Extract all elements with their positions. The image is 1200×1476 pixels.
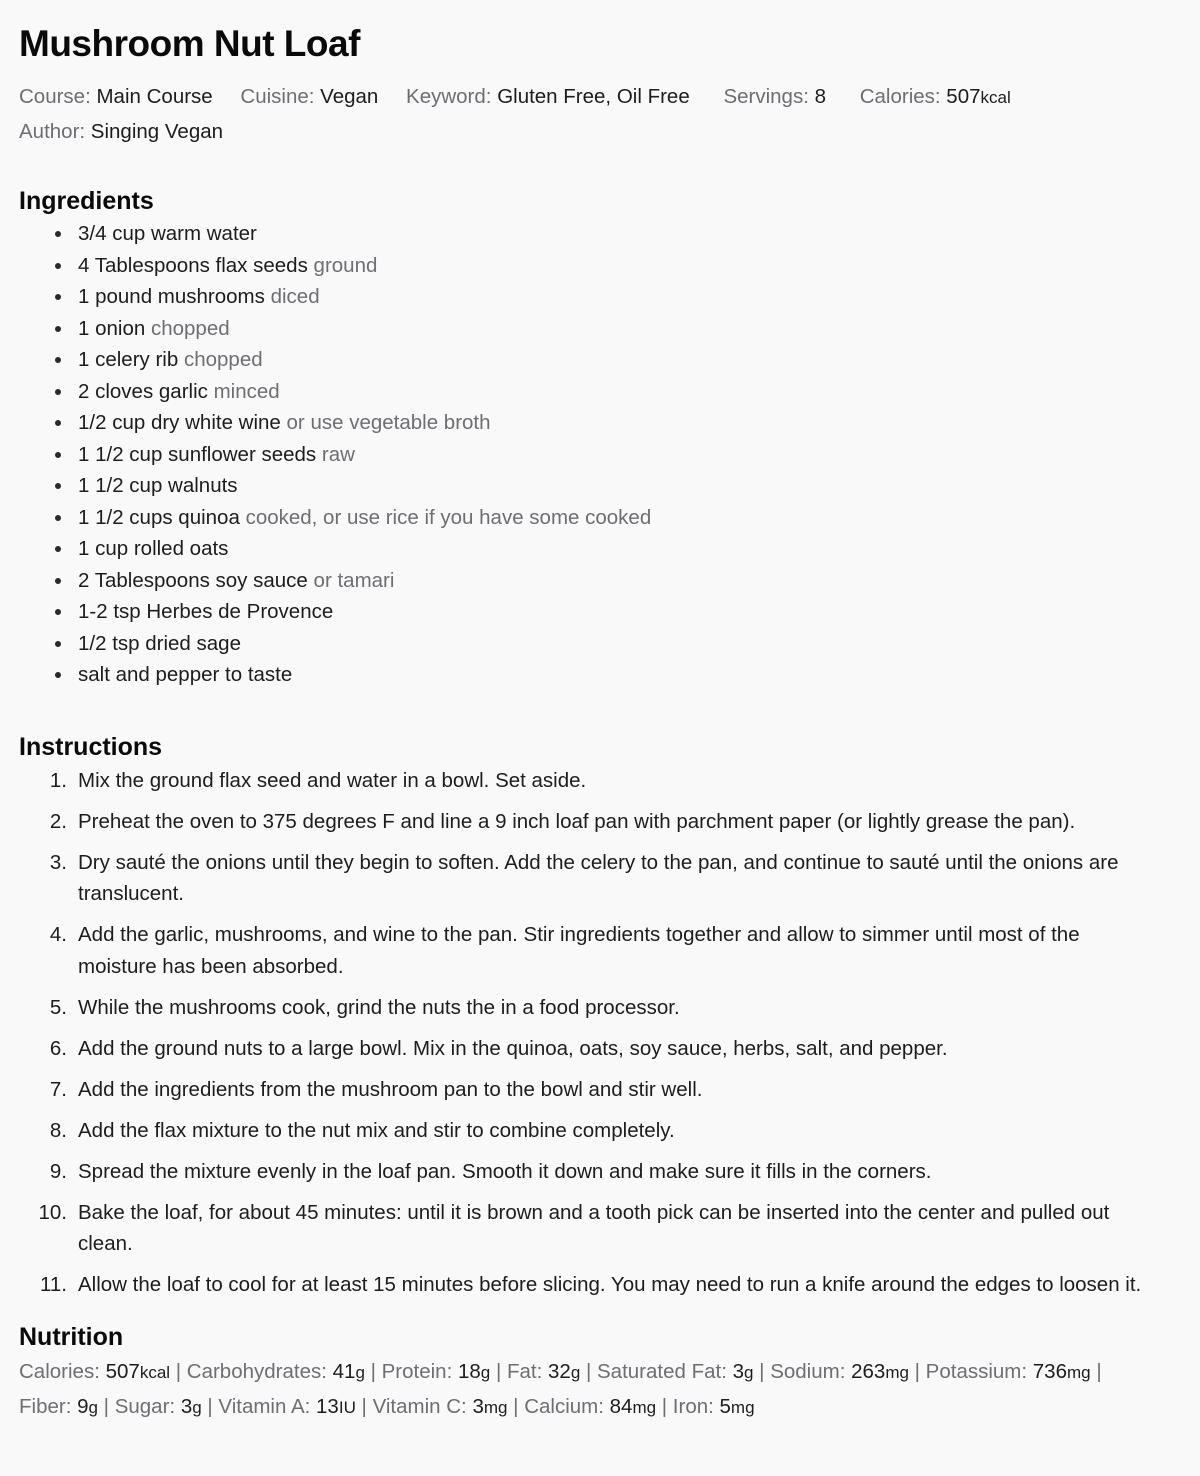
- meta-course: [19, 80, 213, 114]
- meta-cuisine-label: Cuisine:: [240, 85, 321, 108]
- bullet-icon: [55, 231, 61, 237]
- instruction-step: [19, 1156, 1181, 1188]
- step-text: Mix the ground flax seed and water in a bowl. Set aside.: [78, 768, 587, 792]
- meta-course-value: Main Course: [96, 85, 213, 108]
- bullet-icon: [55, 546, 61, 552]
- bullet-icon: [55, 672, 61, 678]
- nutrition-item: [115, 1395, 202, 1418]
- instructions-heading: Instructions: [19, 732, 163, 761]
- step-number: 2.: [49, 809, 67, 833]
- nutrition-unit: mg: [483, 1397, 508, 1417]
- meta-servings-value[interactable]: 8: [814, 85, 826, 108]
- ingredient-main: 1 pound mushrooms: [78, 285, 265, 308]
- nutrition-value: 32: [548, 1359, 571, 1383]
- step-number: 9.: [49, 1159, 67, 1183]
- nutrition-item: [507, 1360, 580, 1383]
- ingredient-main: 1 onion: [78, 316, 146, 340]
- meta-calories-unit: kcal: [980, 88, 1011, 107]
- nutrition-value: 263: [851, 1359, 886, 1383]
- ingredient-item: [55, 470, 1181, 502]
- instruction-step: [19, 919, 1181, 982]
- meta-calories: [860, 80, 1011, 115]
- nutrition-value: 13: [316, 1394, 339, 1418]
- bullet-icon: [55, 357, 61, 363]
- nutrition-value: 736: [1032, 1359, 1067, 1383]
- nutrition-separator: |: [97, 1394, 115, 1418]
- nutrition-unit: g: [355, 1362, 365, 1382]
- recipe-meta: [19, 80, 1181, 149]
- nutrition-value: 9: [77, 1394, 89, 1418]
- nutrition-label: Sodium:: [770, 1359, 852, 1383]
- nutrition-separator: |: [355, 1394, 373, 1418]
- recipe-title: Mushroom Nut Loaf: [19, 23, 360, 64]
- nutrition-section: [19, 1321, 1181, 1425]
- nutrition-unit: g: [192, 1397, 202, 1417]
- ingredient-item: [55, 439, 1181, 471]
- nutrition-item: [382, 1360, 491, 1383]
- nutrition-separator: |: [656, 1394, 673, 1418]
- nutrition-unit: mg: [632, 1397, 657, 1417]
- nutrition-separator: |: [1090, 1359, 1102, 1383]
- nutrition-value: 5: [719, 1394, 731, 1418]
- step-text: Dry sauté the onions until they begin to soften. Add the celery to the pan, and continue to sauté until the onions are translucent.: [78, 850, 1119, 905]
- ingredient-main: 1-2 tsp Herbes de Provence: [78, 600, 334, 623]
- nutrition-separator: |: [364, 1359, 382, 1383]
- step-text: Add the ingredients from the mushroom pan to the bowl and stir well.: [78, 1077, 703, 1101]
- step-number: 3.: [49, 850, 67, 874]
- instruction-step: [19, 847, 1181, 910]
- meta-keyword: [406, 80, 690, 114]
- step-text: Bake the loaf, for about 45 minutes: until it is brown and a tooth pick can be inserted into the center and pulled out clean.: [78, 1200, 1110, 1255]
- nutrition-label: Calories:: [19, 1359, 106, 1383]
- ingredient-item: [55, 344, 1181, 376]
- ingredient-item: [55, 313, 1181, 345]
- nutrition-separator: |: [201, 1394, 219, 1418]
- meta-keyword-value: Gluten Free, Oil Free: [497, 85, 690, 108]
- nutrition-label: Fiber:: [19, 1394, 78, 1418]
- ingredient-item: [55, 407, 1181, 439]
- nutrition-item: [770, 1360, 909, 1383]
- instruction-step: [19, 765, 1181, 797]
- bullet-icon: [55, 515, 61, 521]
- nutrition-value: 3: [180, 1394, 193, 1418]
- step-number: 5.: [49, 995, 67, 1019]
- step-number: 10.: [38, 1200, 67, 1224]
- step-text: Add the ground nuts to a large bowl. Mix in the quinoa, oats, soy sauce, herbs, salt, and pepper.: [78, 1036, 948, 1060]
- nutrition-unit: kcal: [139, 1362, 171, 1382]
- ingredient-note: or tamari: [313, 568, 395, 592]
- step-number: 6.: [49, 1036, 67, 1060]
- nutrition-unit: IU: [338, 1397, 356, 1417]
- ingredient-item: [55, 218, 1181, 250]
- step-text: Preheat the oven to 375 degrees F and line a 9 inch loaf pan with parchment paper (or lightly grease the pan).: [78, 809, 1076, 833]
- meta-servings-label: Servings:: [723, 85, 815, 108]
- nutrition-heading: Nutrition: [19, 1322, 124, 1351]
- nutrition-value: 84: [609, 1394, 633, 1418]
- bullet-icon: [55, 294, 61, 300]
- nutrition-label: Calcium:: [524, 1394, 610, 1418]
- ingredient-main: 3/4 cup warm water: [78, 222, 257, 245]
- instruction-step: [19, 992, 1181, 1024]
- step-text: Add the flax mixture to the nut mix and stir to combine completely.: [78, 1118, 675, 1142]
- nutrition-separator: |: [908, 1359, 926, 1383]
- ingredient-item: [55, 250, 1181, 282]
- ingredient-item: [55, 533, 1181, 565]
- ingredients-list: [19, 218, 1181, 691]
- meta-cuisine-value: Vegan: [320, 85, 379, 108]
- nutrition-unit: mg: [730, 1397, 755, 1417]
- nutrition-item: [187, 1360, 365, 1383]
- nutrition-item: [19, 1395, 98, 1418]
- ingredient-note: minced: [213, 379, 280, 403]
- nutrition-unit: g: [88, 1397, 98, 1417]
- nutrition-label: Saturated Fat:: [597, 1359, 733, 1383]
- nutrition-label: Carbohydrates:: [186, 1359, 333, 1383]
- nutrition-separator: |: [490, 1359, 507, 1383]
- instruction-step: [19, 1115, 1181, 1147]
- meta-keyword-label: Keyword:: [406, 85, 498, 108]
- nutrition-item: [524, 1395, 656, 1418]
- meta-cuisine: [240, 80, 378, 114]
- ingredient-note: chopped: [150, 316, 230, 340]
- ingredient-main: 1 1/2 cup sunflower seeds: [78, 442, 317, 466]
- meta-calories-value: 507: [946, 85, 981, 108]
- step-text: Allow the loaf to cool for at least 15 minutes before slicing. You may need to run a knife around the edges to loosen it.: [78, 1273, 1142, 1296]
- ingredient-main: 1 celery rib: [78, 348, 179, 371]
- instruction-step: [19, 1197, 1181, 1260]
- instruction-step: [19, 1269, 1181, 1301]
- bullet-icon: [55, 641, 61, 647]
- ingredient-item: [55, 281, 1181, 313]
- ingredient-main: 1 cup rolled oats: [78, 537, 229, 560]
- ingredient-main: 1/2 cup dry white wine: [78, 411, 281, 434]
- step-number: 11.: [40, 1273, 67, 1296]
- instruction-step: [19, 1033, 1181, 1065]
- step-number: 7.: [49, 1077, 67, 1101]
- step-number: 8.: [49, 1118, 67, 1142]
- ingredient-main: 2 Tablespoons soy sauce: [78, 568, 308, 592]
- nutrition-separator: |: [580, 1359, 597, 1383]
- step-number: 1.: [49, 768, 67, 792]
- bullet-icon: [55, 420, 61, 426]
- ingredient-note: raw: [321, 442, 355, 466]
- meta-author-label: Author:: [19, 120, 91, 143]
- nutrition-label: Protein:: [381, 1359, 458, 1383]
- nutrition-item: [373, 1395, 508, 1418]
- step-text: Add the garlic, mushrooms, and wine to the pan. Stir ingredients together and allow to simmer until most of the moisture has been absorbed.: [78, 923, 1080, 978]
- ingredient-note: chopped: [183, 348, 263, 371]
- ingredient-note: ground: [313, 253, 378, 277]
- bullet-icon: [55, 609, 61, 615]
- ingredient-main: salt and pepper to taste: [78, 663, 293, 686]
- nutrition-value: 18: [457, 1359, 481, 1383]
- ingredient-item: [55, 502, 1181, 534]
- bullet-icon: [55, 263, 61, 269]
- ingredient-item: [55, 659, 1181, 691]
- nutrition-label: Vitamin A:: [218, 1394, 317, 1418]
- nutrition-unit: mg: [1067, 1362, 1091, 1382]
- ingredient-main: 1 1/2 cups quinoa: [78, 505, 240, 529]
- nutrition-separator: |: [753, 1359, 771, 1383]
- instructions-list: [19, 765, 1181, 1301]
- nutrition-separator: |: [507, 1394, 525, 1418]
- ingredient-item: [55, 376, 1181, 408]
- nutrition-item: [673, 1395, 755, 1418]
- meta-row-2: [19, 115, 1181, 149]
- ingredient-item: [55, 596, 1181, 628]
- nutrition-item: [218, 1395, 355, 1418]
- step-text: While the mushrooms cook, grind the nuts the in a food processor.: [78, 995, 680, 1019]
- meta-author-value: Singing Vegan: [90, 120, 224, 143]
- ingredient-main: 1/2 tsp dried sage: [78, 631, 241, 655]
- instruction-step: [19, 806, 1181, 838]
- nutrition-label: Iron:: [672, 1394, 720, 1418]
- step-text: Spread the mixture evenly in the loaf pan. Smooth it down and make sure it fills in the corners.: [78, 1159, 932, 1183]
- ingredient-item: [55, 565, 1181, 597]
- nutrition-unit: mg: [885, 1362, 909, 1382]
- ingredient-main: 1 1/2 cup walnuts: [78, 474, 238, 497]
- step-number: 4.: [49, 923, 67, 946]
- nutrition-value: 507: [105, 1359, 140, 1383]
- nutrition-value: 41: [332, 1359, 356, 1383]
- ingredient-item: [55, 628, 1181, 660]
- meta-author: [19, 115, 223, 149]
- ingredient-note: diced: [270, 285, 320, 308]
- bullet-icon: [55, 452, 61, 458]
- ingredient-main: 4 Tablespoons flax seeds: [78, 253, 308, 277]
- nutrition-separator: |: [170, 1359, 187, 1383]
- nutrition-unit: g: [744, 1362, 754, 1382]
- nutrition-item: [19, 1360, 170, 1383]
- bullet-icon: [55, 326, 61, 332]
- ingredients-section: [19, 185, 1181, 691]
- meta-calories-label: Calories:: [859, 85, 947, 108]
- bullet-icon: [55, 578, 61, 584]
- nutrition-item: [597, 1360, 753, 1383]
- ingredient-main: 2 cloves garlic: [78, 379, 208, 403]
- nutrition-label: Potassium:: [925, 1359, 1033, 1383]
- nutrition-label: Vitamin C:: [372, 1394, 473, 1418]
- nutrition-unit: g: [480, 1362, 491, 1382]
- nutrition-label: Fat:: [506, 1359, 548, 1383]
- instructions-section: [19, 731, 1181, 1301]
- meta-course-label: Course:: [19, 85, 97, 108]
- bullet-icon: [55, 389, 61, 395]
- meta-servings: [723, 80, 826, 114]
- nutrition-value: 3: [732, 1359, 745, 1383]
- ingredient-note: cooked, or use rice if you have some cooked: [245, 505, 652, 529]
- instruction-step: [19, 1074, 1181, 1106]
- bullet-icon: [55, 483, 61, 489]
- ingredients-heading: Ingredients: [19, 187, 154, 215]
- meta-row-1: [19, 80, 1181, 115]
- nutrition-unit: g: [570, 1362, 581, 1382]
- nutrition-item: [926, 1360, 1091, 1383]
- nutrition-facts: [19, 1355, 1181, 1425]
- nutrition-value: 3: [472, 1394, 484, 1418]
- ingredient-note: or use vegetable broth: [286, 411, 491, 434]
- nutrition-label: Sugar:: [114, 1394, 181, 1418]
